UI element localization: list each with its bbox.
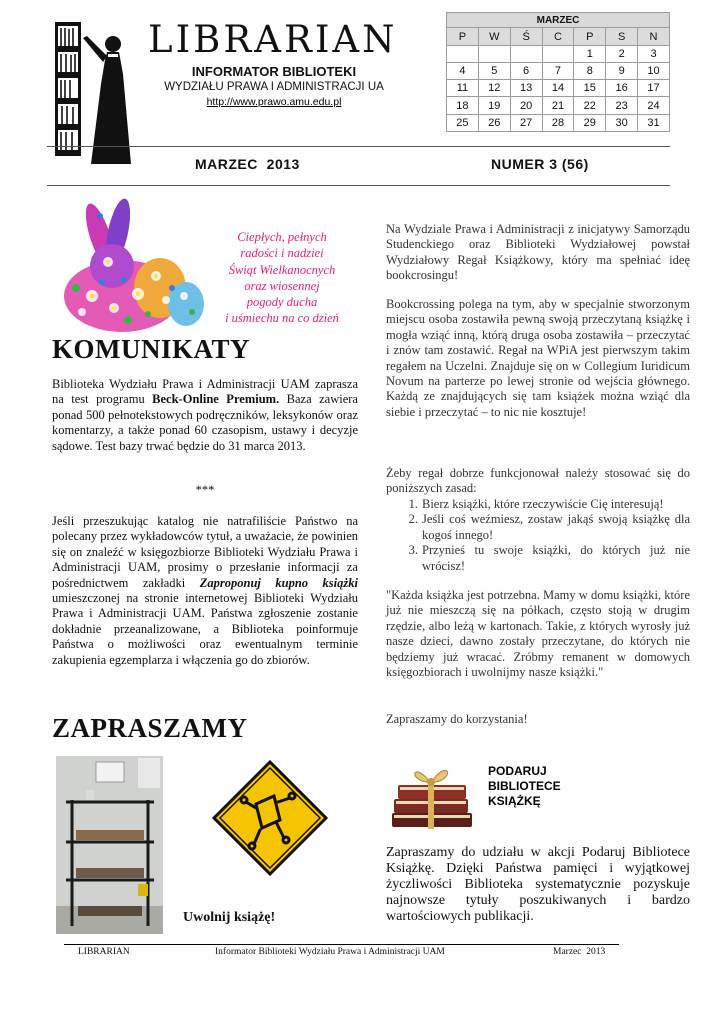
calendar-cell: 16 [606, 80, 638, 97]
footer-title: LIBRARIAN [78, 947, 130, 957]
bookcrossing-invite: Zapraszamy do korzystania! [386, 712, 528, 726]
calendar-day-header: P [447, 28, 479, 45]
book-proposal-paragraph: Jeśli przeszukując katalog nie natrafiliście Państwo na polecany przez wykładowców tytuł, a uważacie, że powinien się on znaleźć w księgozbiorze Biblioteki Wydziału Prawa i Administracji UAM, prosimy o przesłanie informacji za pośrednictwem zakładki Zaproponuj kupno książki umieszczonej na stronie internetowej Biblioteki Wydziału Prawa i Administracji UAM. Państwa zgłoszenie zostanie dokładnie przeanalizowane, a Biblioteka poinformuje Państwa o możliwości oraz ewentualnym terminie zakupienia egzemplarza i włączenia go do zbiorów. [52, 514, 358, 667]
free-books-road-sign [212, 760, 328, 876]
free-books-caption: Uwolnij książę! [183, 910, 276, 925]
list-item: 3. Przynieś tu swoje książki, do których już nie wrócisz! [408, 543, 690, 573]
masthead-subtitle: INFORMATOR BIBLIOTEKI [191, 64, 357, 79]
calendar-cell: 18 [447, 97, 479, 114]
masthead-title: LIBRARIAN [148, 18, 398, 61]
calendar-cell: 27 [510, 114, 542, 131]
calendar-cell [447, 45, 479, 62]
calendar-week [447, 62, 670, 79]
librarian-logo-illustration [47, 14, 137, 166]
greeting-line: radości i nadziei [240, 246, 324, 261]
calendar-cell: 25 [447, 114, 479, 131]
gift-heading: PODARUJ BIBLIOTECE KSIĄŻKĘ [488, 764, 561, 808]
bookcrossing-intro: Na Wydziale Prawa i Administracji z inicjatywy Samorządu Studenckiego oraz Biblioteki Wydziałowej powstał Wydziałowy Regał Książkowy, który ma spełniać ideę bookcrosingu! [386, 222, 690, 283]
gift-books-illustration [386, 755, 478, 835]
calendar-cell: 8 [574, 62, 606, 79]
gift-paragraph: Zapraszamy do udziału w akcji Podaruj Bibliotece Książkę. Dzięki Państwa pamięci i wyjątkowej życzliwości Biblioteka systematycznie pozyskuje najnowsze tytuły poszukiwanych i bardzo wartościowych publikacji. [386, 845, 690, 924]
calendar-cell: 29 [574, 114, 606, 131]
calendar-cell: 28 [542, 114, 574, 131]
easter-bunny-illustration [52, 196, 214, 336]
calendar-cell: 31 [638, 114, 670, 131]
calendar-cell: 4 [447, 62, 479, 79]
calendar-day-header: N [638, 28, 670, 45]
calendar-cell: 26 [478, 114, 510, 131]
greeting-line: Świąt Wielkanocnych [228, 262, 336, 277]
calendar-day-header: P [574, 28, 606, 45]
calendar-cell: 5 [478, 62, 510, 79]
calendar-cell: 11 [447, 80, 479, 97]
header-rule-bottom [47, 185, 670, 186]
list-item: 1. Bierz książki, które rzeczywiście Cię interesują! [408, 497, 664, 511]
footer-rule [64, 944, 619, 945]
calendar-day-header: W [478, 28, 510, 45]
calendar-week [447, 97, 670, 114]
calendar-march [446, 12, 670, 132]
calendar-cell: 9 [606, 62, 638, 79]
calendar-cell: 12 [478, 80, 510, 97]
bookcrossing-description: Bookcrossing polega na tym, aby w specjalnie stworzonym miejscu osoba zostawiła pewną swoją przeczytaną książkę i mogła wziąć inną, którą druga osoba zostawiła – przeczytać i znów tam zostawić. Regał na WPiA jest pierwszym takim regałem na Uczelni. Znajduje się on w Collegium Iuridicum Novum na parterze po lewej stronie od wejścia głównego. Każdą ze znajdujących się tam książek można wziąć dla siebie i przeczytać – to nic nie kosztuje! [386, 297, 690, 419]
masthead-department: WYDZIAŁU PRAWA I ADMINISTRACJI UA [164, 81, 384, 93]
calendar-cell: 19 [478, 97, 510, 114]
calendar-cell: 23 [606, 97, 638, 114]
beck-online-paragraph: Biblioteka Wydziału Prawa i Administracji UAM zaprasza na test programu Beck-Online Premium. Baza zawiera ponad 500 pełnotekstowych podręczników, leksykonów oraz komentarzy, a także ponad 60 czasopism, ustawy i decyzje sądowe. Test bazy trwać będzie do 31 marca 2013. [52, 377, 358, 453]
calendar-cell: 2 [606, 45, 638, 62]
calendar-cell: 14 [542, 80, 574, 97]
calendar-cell [478, 45, 510, 62]
calendar-cell: 20 [510, 97, 542, 114]
greeting-line: pogody ducha [246, 295, 318, 310]
issue-date: MARZEC 2013 [195, 156, 300, 172]
calendar-cell: 13 [510, 80, 542, 97]
calendar-cell: 22 [574, 97, 606, 114]
calendar-day-header: Ś [510, 28, 542, 45]
calendar-cell: 24 [638, 97, 670, 114]
calendar-week [447, 114, 670, 131]
calendar-cell: 1 [574, 45, 606, 62]
greeting-line: i uśmiechu na co dzień [225, 311, 339, 326]
calendar-day-header: C [542, 28, 574, 45]
calendar-cell: 7 [542, 62, 574, 79]
zapraszamy-heading: ZAPRASZAMY [52, 713, 248, 743]
calendar-cell [542, 45, 574, 62]
bookcrossing-rules [386, 497, 690, 574]
calendar-cell: 6 [510, 62, 542, 79]
calendar-week [447, 45, 670, 62]
easter-greeting [208, 229, 356, 327]
calendar-cell: 30 [606, 114, 638, 131]
calendar-month: MARZEC [447, 13, 670, 28]
calendar-week [447, 80, 670, 97]
calendar-cell [510, 45, 542, 62]
calendar-cell: 3 [638, 45, 670, 62]
greeting-line: oraz wiosennej [244, 278, 320, 293]
calendar-cell: 21 [542, 97, 574, 114]
section-separator: *** [195, 483, 215, 497]
calendar-weekdays [447, 28, 670, 45]
list-item: 2. Jeśli coś weźmiesz, zostaw jakąś swoją książkę dla kogoś innego! [408, 512, 690, 542]
bookcrossing-quote: "Każda książka jest potrzebna. Mamy w domu książki, które już nie mieszczą się na półkach, często stoją w drugim rzędzie, albo leżą w kartonach. Takie, z których wyrosły już nasze dzieci, dawno zostały przeczytane, do których nie będziemy już wracać. Zróbmy remanent w domowych księgozbiorach i uwolnijmy nasze książki." [386, 588, 690, 680]
calendar-cell: 17 [638, 80, 670, 97]
komunikaty-heading: KOMUNIKATY [52, 334, 250, 364]
calendar-day-header: S [606, 28, 638, 45]
calendar-cell: 10 [638, 62, 670, 79]
greeting-line: Ciepłych, pełnych [237, 230, 327, 244]
header-rule-top [47, 146, 670, 147]
calendar-cell: 15 [574, 80, 606, 97]
footer-date: Marzec 2013 [553, 947, 606, 957]
footer-description: Informator Biblioteki Wydziału Prawa i Administracji UAM [215, 947, 445, 957]
bookcrossing-rules-intro: Żeby regał dobrze funkcjonował należy stosować się do poniższych zasad: [386, 466, 690, 496]
bookcrossing-shelf-photo [56, 756, 163, 934]
website-link[interactable]: http://www.prawo.amu.edu.pl [206, 96, 342, 108]
issue-number: NUMER 3 (56) [491, 156, 589, 172]
